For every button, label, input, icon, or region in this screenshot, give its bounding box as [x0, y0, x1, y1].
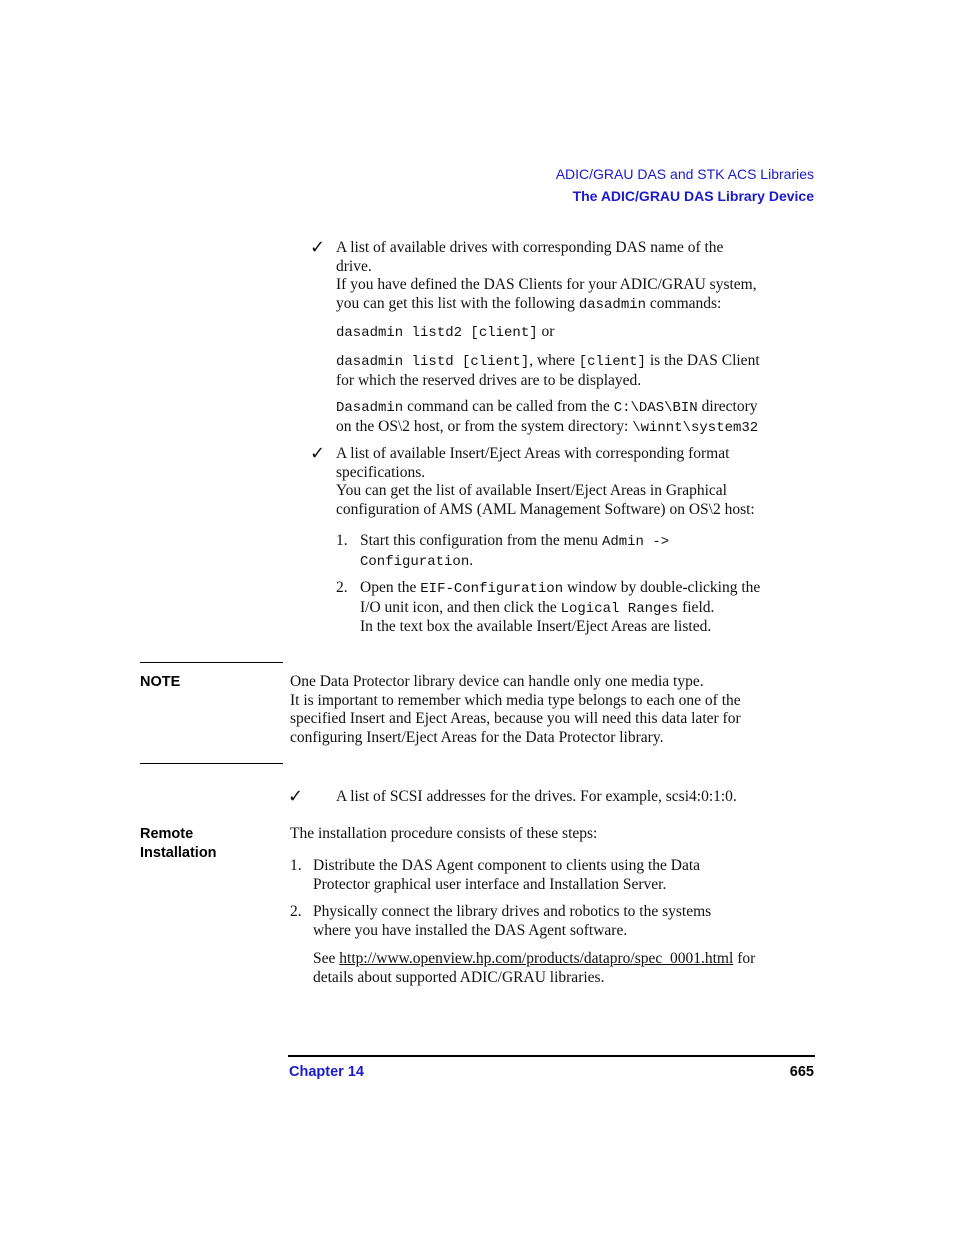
step-distribute-agent	[313, 857, 823, 894]
text-line: It is important to remember which media type belongs to each one of the	[290, 691, 741, 709]
bullet-drives	[336, 239, 826, 315]
text-line: Physically connect the library drives and robotics to the systems	[313, 903, 712, 920]
running-header-chapter: ADIC/GRAU DAS and STK ACS Libraries	[555, 166, 814, 182]
check-mark-icon: ✓	[310, 443, 326, 464]
text-line: for which the reserved drives are to be displayed.	[336, 371, 642, 389]
footer-chapter: Chapter 14	[289, 1064, 364, 1080]
text-line: specified Insert and Eject Areas, because you will need this data later for	[290, 710, 741, 728]
spec-link[interactable]: http://www.openview.hp.com/products/datapro/spec_0001.html	[339, 950, 734, 967]
step-number: 2.	[290, 903, 302, 920]
text-line: Distribute the DAS Agent component to clients using the Data	[313, 857, 701, 874]
text-line: where you have installed the DAS Agent software.	[313, 921, 628, 939]
command-listd2: dasadmin listd2 [client] or	[336, 323, 555, 341]
code-path: C:\DAS\BIN	[613, 400, 698, 416]
command-listd: dasadmin listd [client], where [client] is the DAS Client for which the reserved drives are to be displayed.	[336, 352, 826, 390]
text-line: configuration of AMS (AML Management Software) on OS\2 host:	[336, 501, 755, 519]
text-line: If you have defined the DAS Clients for your ADIC/GRAU system,	[336, 276, 757, 294]
step-number: 2.	[336, 579, 348, 596]
text-line: details about supported ADIC/GRAU libraries.	[313, 968, 605, 986]
remote-installation-label: Remote Installation	[140, 826, 217, 861]
text-line: specifications.	[336, 463, 426, 481]
code-menu: Configuration	[360, 553, 470, 570]
code-command: dasadmin listd [client]	[336, 354, 530, 370]
text-line: A list of available Insert/Eject Areas with corresponding format	[336, 445, 730, 462]
code-client: [client]	[578, 354, 646, 370]
text-line: You can get the list of available Insert/Eject Areas in Graphical	[336, 482, 727, 500]
text-line: configuring Insert/Eject Areas for the Data Protector library.	[290, 729, 664, 747]
step-number: 1.	[336, 532, 348, 549]
step-connect-drives	[313, 903, 823, 940]
bullet-insert-eject	[336, 445, 826, 520]
bullet-scsi: A list of SCSI addresses for the drives. For example, scsi4:0:1:0.	[336, 788, 737, 805]
note-text	[290, 673, 820, 748]
footer-page-number: 665	[789, 1064, 814, 1080]
code-menu: Admin ->	[601, 534, 670, 550]
remote-intro: The installation procedure consists of these steps:	[290, 825, 598, 842]
check-mark-icon: ✓	[288, 786, 304, 807]
see-also-paragraph: See http://www.openview.hp.com/products/datapro/spec_0001.html for details about supported ADIC/GRAU libraries.	[313, 950, 823, 987]
check-mark-icon: ✓	[310, 237, 326, 258]
running-header-section: The ADIC/GRAU DAS Library Device	[572, 188, 814, 204]
text-line: Protector graphical user interface and Installation Server.	[313, 875, 667, 893]
code-dasadmin: dasadmin	[578, 297, 647, 314]
dasadmin-location: Dasadmin command can be called from the C:\DAS\BIN directory on the OS\2 host, or from the system directory: \winnt\system32	[336, 398, 759, 436]
text-line: In the text box the available Insert/Eject Areas are listed.	[360, 618, 712, 636]
code-field: Logical Ranges	[560, 600, 679, 617]
note-bottom-rule	[140, 763, 283, 764]
text-line: drive.	[336, 257, 372, 275]
step-number: 1.	[290, 857, 302, 874]
code-path: \winnt\system32	[632, 419, 759, 436]
footer-rule	[288, 1055, 815, 1057]
step-start-configuration: Start this configuration from the menu Admin -> Configuration.	[360, 532, 670, 570]
step-open-eif: Open the EIF-Configuration window by double-clicking the I/O unit icon, and then click the Logical Ranges field. In the text box the available Insert/Eject Areas are listed.	[360, 579, 820, 637]
text-line: A list of available drives with corresponding DAS name of the	[336, 239, 724, 256]
text-line: One Data Protector library device can handle only one media type.	[290, 673, 704, 690]
text-line: you can get this list with the following dasadmin commands:	[336, 295, 722, 314]
code-command: dasadmin listd2 [client]	[336, 325, 538, 341]
code-dasadmin: Dasadmin	[336, 400, 404, 416]
code-window: EIF-Configuration	[420, 581, 564, 597]
note-top-rule	[140, 662, 283, 663]
note-label: NOTE	[140, 674, 181, 690]
